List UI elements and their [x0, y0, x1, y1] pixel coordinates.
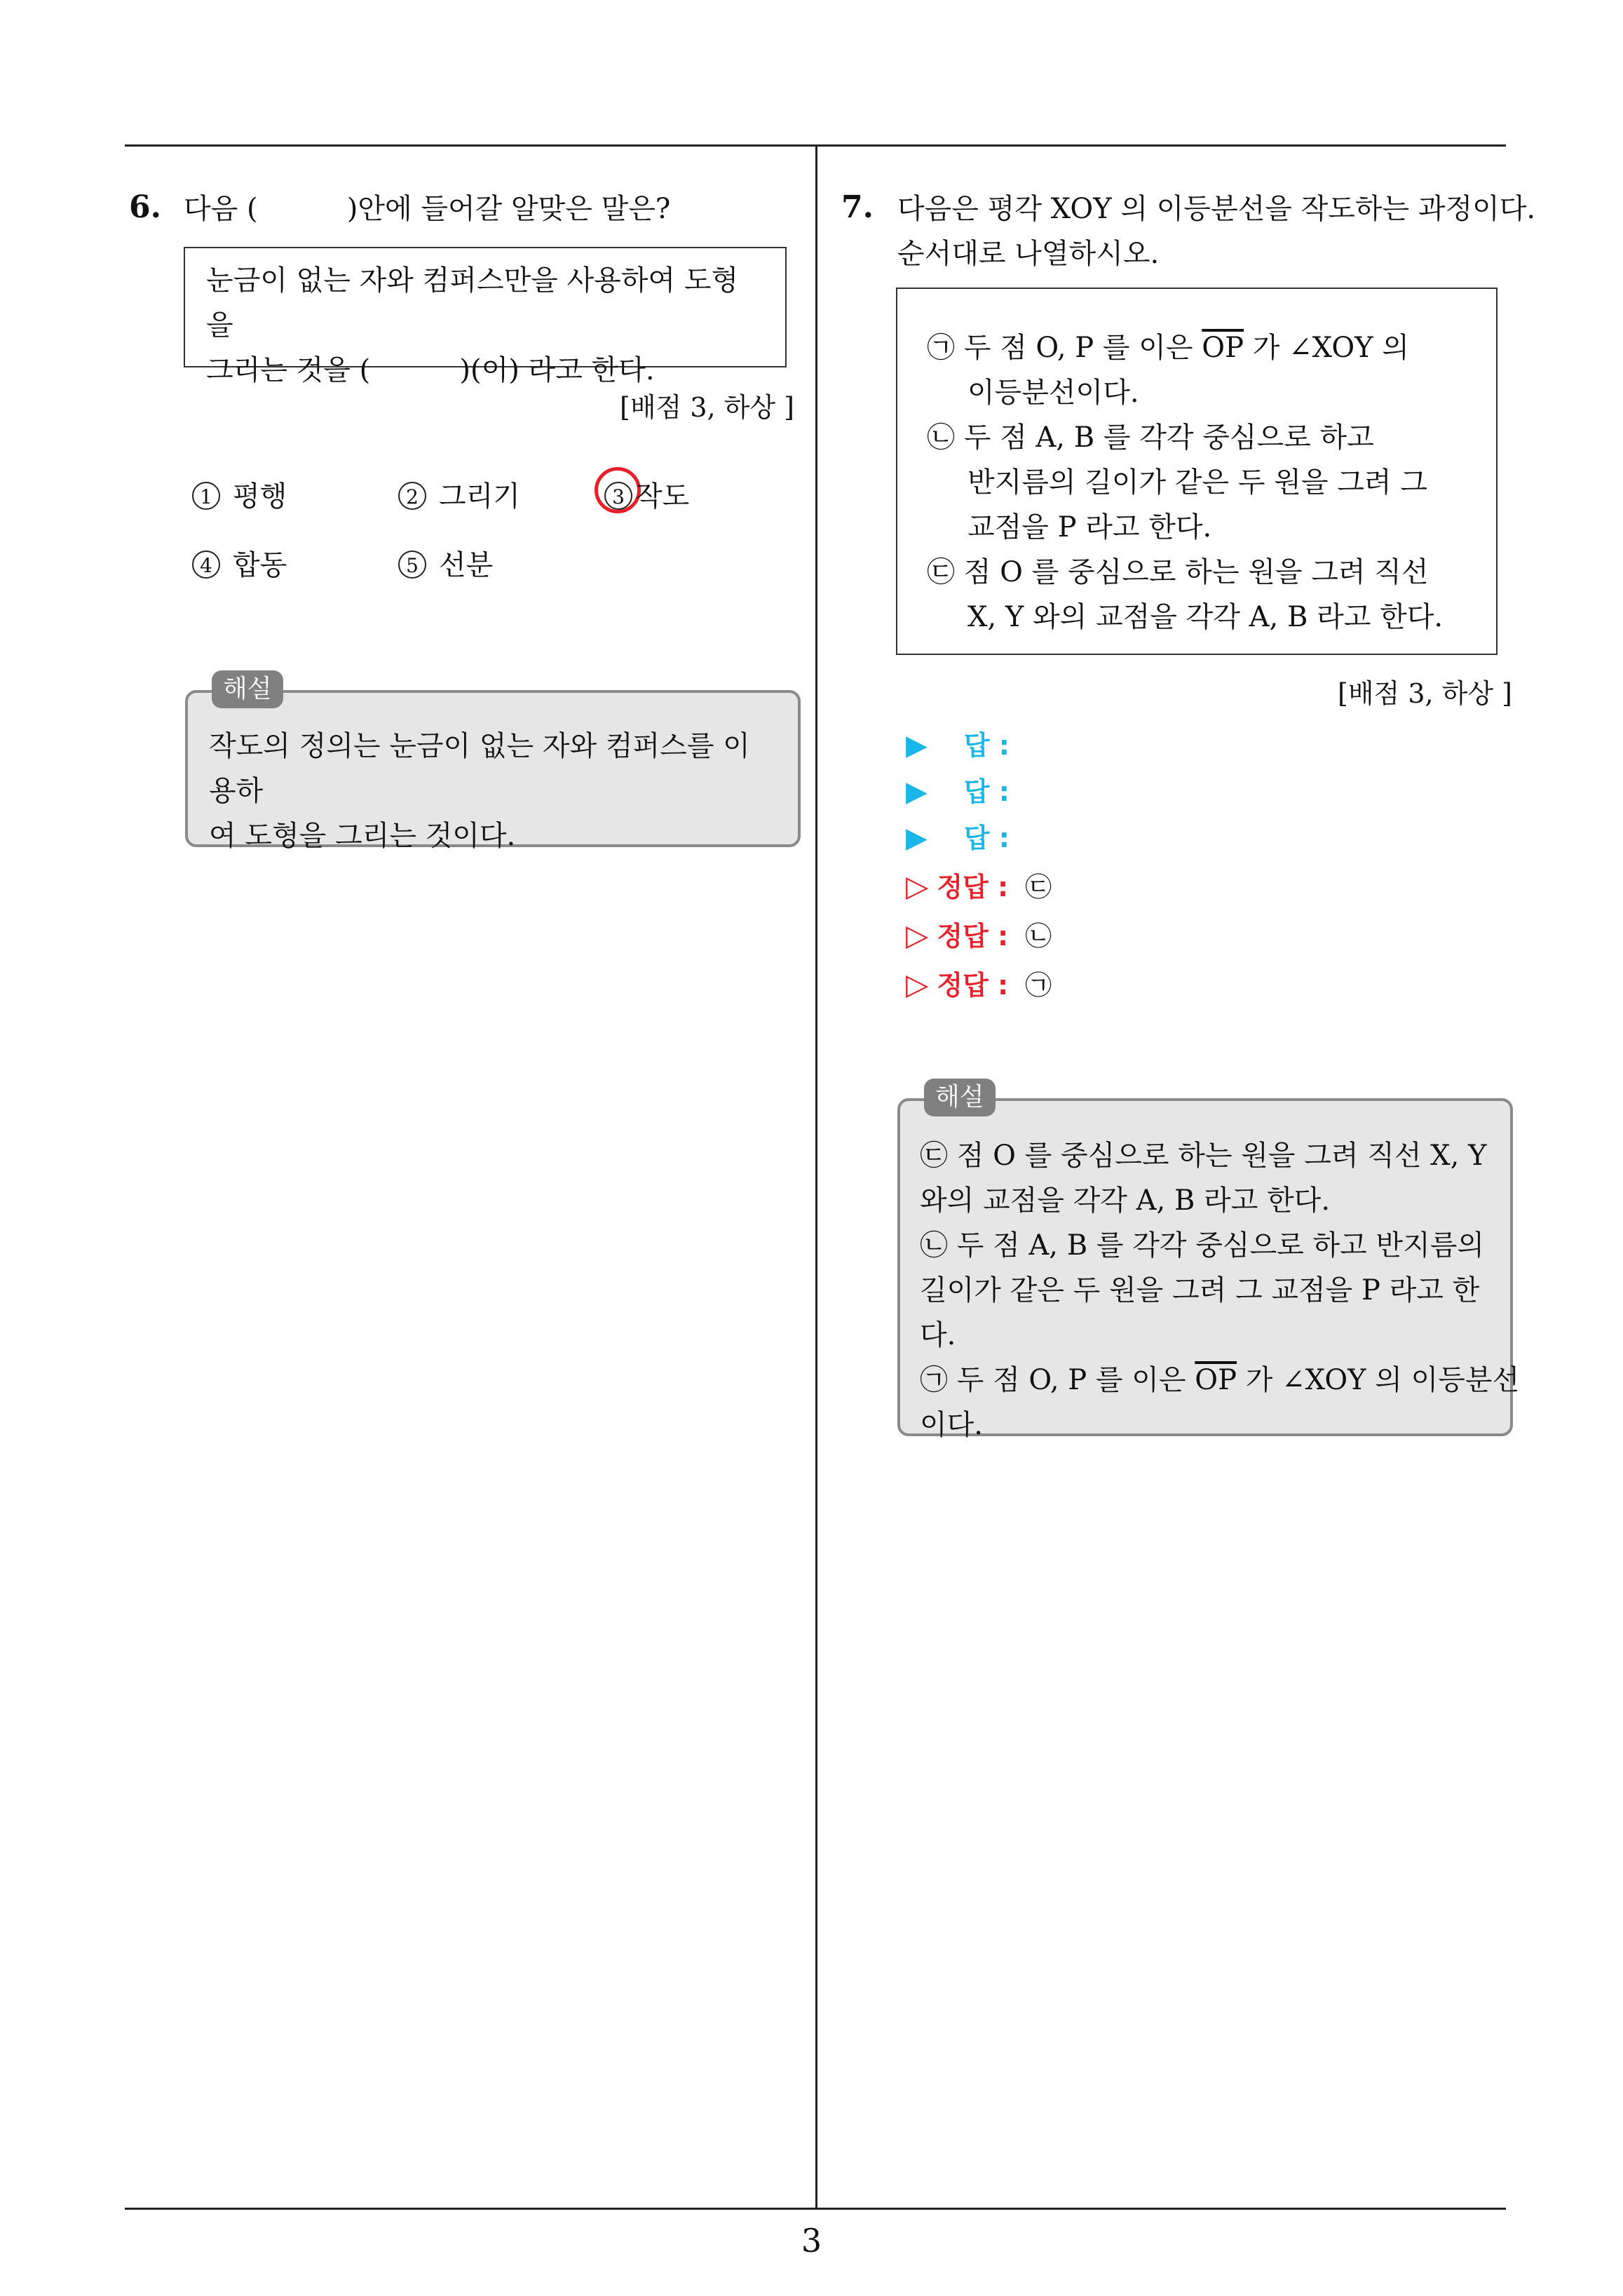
answer-arrow-icon: ▶: [906, 822, 928, 854]
correct-answer-2: [906, 914, 1052, 953]
correct-value: ㉢: [1025, 872, 1052, 903]
question-6-solution-tag: 해설: [212, 670, 283, 708]
answer-label: 답 :: [963, 730, 1010, 761]
bottom-rule: [125, 2208, 1506, 2210]
choice-5-label: 선분: [439, 549, 494, 581]
answer-arrow-icon: ▶: [906, 729, 928, 762]
choice-3-mark: 3: [604, 482, 632, 510]
column-divider: [815, 144, 817, 2209]
answer-label: 답 :: [963, 776, 1010, 807]
question-7-solution-line5: ㉠ 두 점 O, P 를 이은 $\overline{OP}$ 가 ∠XOY 의 이등분선: [920, 1364, 1520, 1396]
correct-arrow-icon: ▷: [906, 967, 929, 1001]
question-6-box: [184, 247, 787, 386]
correct-value: ㉠: [1025, 970, 1052, 1001]
step-a-line2: 이등분선이다.: [967, 377, 1139, 409]
question-7-solution-line4: 길이가 같은 두 원을 그려 그 교점을 P 라고 한다.: [920, 1274, 1480, 1351]
choice-2-label: 그리기: [439, 480, 520, 513]
choice-5[interactable]: [398, 543, 493, 583]
question-6-text: 다음 ( )안에 들어갈 알맞은 말은?: [184, 193, 671, 225]
question-7-box: [896, 288, 1498, 655]
step-b-line3: 교점을 P 라고 한다.: [967, 511, 1212, 543]
segment-op: $\overline{OP}$: [1195, 1364, 1237, 1396]
question-6-solution-line1: 작도의 정의는 눈금이 없는 자와 컴퍼스를 이용하: [209, 730, 750, 807]
answer-field-3[interactable]: [906, 816, 1010, 855]
correct-arrow-icon: ▷: [906, 918, 929, 952]
answer-field-1[interactable]: [906, 724, 1010, 762]
question-7-solution: [897, 1098, 1520, 1441]
step-b-line2: 반지름의 길이가 같은 두 원을 그려 그: [967, 466, 1427, 499]
question-6-score: [배점 3, 하상 ]: [620, 392, 794, 423]
choice-1[interactable]: [192, 474, 287, 514]
step-c-line2: X, Y 와의 교점을 각각 A, B 라고 한다.: [967, 601, 1444, 633]
question-7-solution-line1: ㉢ 점 O 를 중심으로 하는 원을 그려 직선 X, Y: [920, 1140, 1487, 1172]
question-6-solution: [185, 690, 801, 852]
question-6-box-line2: 그리는 것을 ( )(이) 라고 한다.: [206, 354, 655, 386]
question-7-solution-line3: ㉡ 두 점 A, B 를 각각 중심으로 하고 반지름의: [920, 1229, 1485, 1262]
choice-3-label: 작도: [635, 480, 690, 513]
correct-answer-1: [906, 865, 1052, 904]
correct-value: ㉡: [1025, 921, 1052, 952]
choice-4-label: 합동: [233, 549, 287, 581]
question-7-text: [897, 187, 1535, 276]
question-7-number: 7.: [841, 189, 874, 225]
question-6-box-line1: 눈금이 없는 자와 컴퍼스만을 사용하여 도형을: [206, 264, 739, 342]
choice-5-mark: 5: [398, 551, 426, 579]
step-c-line1: ㉢ 점 O 를 중심으로 하는 원을 그려 직선: [927, 556, 1429, 588]
answer-arrow-icon: ▶: [906, 776, 928, 808]
correct-arrow-icon: ▷: [906, 869, 929, 903]
question-7-solution-line6: 이다.: [920, 1409, 983, 1441]
correct-label: 정답 :: [937, 872, 1009, 903]
answer-label: 답 :: [963, 823, 1010, 853]
page-number: 3: [801, 2222, 822, 2260]
question-6-solution-line2: 여 도형을 그리는 것이다.: [209, 820, 516, 852]
question-7-solution-line2: 와의 교점을 각각 A, B 라고 한다.: [920, 1184, 1331, 1217]
answer-field-2[interactable]: [906, 770, 1010, 809]
step-a: ㉠ 두 점 O, P 를 이은 $\overline{OP}$ 가 ∠XOY 의: [927, 332, 1409, 364]
choice-3[interactable]: [604, 474, 689, 514]
correct-label: 정답 :: [937, 970, 1009, 1001]
choice-2-mark: 2: [398, 482, 426, 510]
choice-1-label: 평행: [233, 480, 287, 513]
choice-4[interactable]: [192, 543, 287, 583]
choice-4-mark: 4: [192, 551, 220, 579]
correct-answer-3: [906, 964, 1052, 1002]
segment-op: $\overline{OP}$: [1202, 332, 1244, 364]
choice-2[interactable]: [398, 474, 520, 514]
question-7-solution-tag: 해설: [924, 1079, 996, 1116]
correct-label: 정답 :: [937, 921, 1009, 952]
step-b-line1: ㉡ 두 점 A, B 를 각각 중심으로 하고: [927, 421, 1374, 454]
question-7-score: [배점 3, 하상 ]: [1338, 678, 1512, 709]
question-6-number: 6.: [129, 189, 161, 225]
question-7-text-line2: 순서대로 나열하시오.: [897, 238, 1160, 270]
choice-1-mark: 1: [192, 482, 220, 510]
question-7-text-line1: 다음은 평각 XOY 의 이등분선을 작도하는 과정이다.: [897, 193, 1536, 225]
